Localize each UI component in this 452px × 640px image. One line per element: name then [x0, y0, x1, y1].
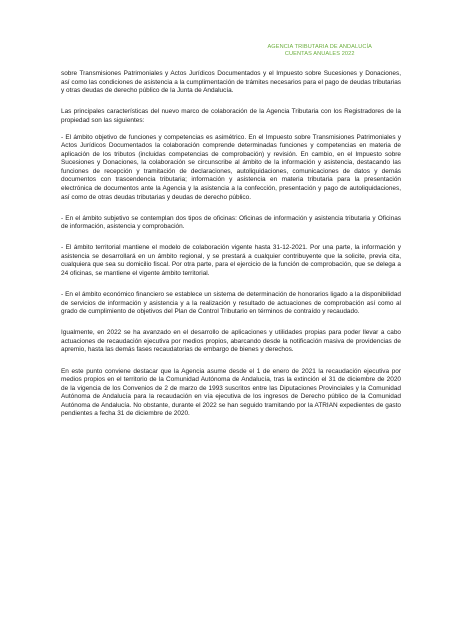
paragraph-characteristics: Las principales características del nuevo marco de colaboración de la Agencia Tributaria con los Registradores de la propiedad son las siguientes:: [61, 108, 401, 124]
paragraph-territorial-scope: - El ámbito territorial mantiene el modelo de colaboración vigente hasta 31-12-2021. Por una parte, la información y asistencia se desarrollará en un ámbito regional, y se prestará a cualquier contribuyente que la solicite, previa cita, cualquiera que sea su domicilio fiscal. Por otra parte, para el ejercicio de la función de comprobación, que se delega a 24 oficinas, se mantiene el vigente ámbito territorial.: [61, 244, 401, 278]
header-agency: AGENCIA TRIBUTARIA DE ANDALUCÍA: [267, 44, 372, 50]
paragraph-subjective-scope: - En el ámbito subjetivo se contemplan dos tipos de oficinas: Oficinas de información y asistencia tributaria y Oficinas de información, asistencia y comprobación.: [61, 214, 401, 231]
header-report: CUENTAS ANUALES 2022: [284, 51, 355, 58]
paragraph-executive-collection: En este punto conviene destacar que la Agencia asume desde el 1 de enero de 2021 la recaudación ejecutiva por medios propios en el territorio de la Comunidad Autónoma de Andalucía, tras la extinción el 31 de diciembre de 2020 de la vigencia de los Convenios de 2 de marzo de 1993 suscritos entre las Diputaciones Provinciales y la Comunidad Autónoma de Andalucía para la recaudación en vía ejecutiva de los ingresos de Derecho público de la Comunidad Autónoma de Andalucía. No obstante, durante el 2022 se han seguido tramitando por la ATRIAN expedientes de gasto pendientes a fecha 31 de diciembre de 2020.: [61, 367, 401, 418]
paragraph-applications: Igualmente, en 2022 se ha avanzado en el desarrollo de aplicaciones y utilidades propias para poder llevar a cabo actuaciones de recaudación ejecutiva por medios propios, abarcando desde la notificación masiva de providencias de apremio, hasta las demás fases recaudatorias de embargo de bienes y derechos.: [61, 329, 401, 354]
paragraph-economic-scope: - En el ámbito económico financiero se establece un sistema de determinación de honorarios ligado a la disponibilidad de servicios de información y asistencia y a la realización y resultado de actuaciones de comprobación así como al grado de cumplimiento de objetivos del Plan de Control Tributario en términos de contraído y recaudado.: [61, 291, 401, 316]
document-body: [61, 70, 401, 432]
paragraph-objective-scope: - El ámbito objetivo de funciones y competencias es asimétrico. En el Impuesto sobre Transmisiones Patrimoniales y Actos Jurídicos Documentados la colaboración comprende determinadas funciones y competencias en materia de aplicación de los tributos (incluidas competencias de comprobación) y revisión. En cambio, en el Impuesto sobre Sucesiones y Donaciones, la colaboración se circunscribe al ámbito de la información y asistencia, destacando las funciones de recepción y tramitación de declaraciones, autoliquidaciones, comunicaciones de datos y demás documentos con trascendencia tributaria; información y asistencia en materia tributaria para la presentación electrónica de documentos ante la Agencia y la asistencia a la confección, presentación y pago de autoliquidaciones, así como de otras deudas tributarias y deudas de derecho público.: [61, 133, 401, 201]
paragraph-intro: sobre Transmisiones Patrimoniales y Actos Jurídicos Documentados y el Impuesto sobre Sucesiones y Donaciones, así como las condiciones de asistencia a la cumplimentación de trámites necesarios para el pago de deudas tributarias y otras deudas de derecho público de la Junta de Andalucía.: [61, 70, 401, 95]
page-header: [267, 44, 372, 58]
